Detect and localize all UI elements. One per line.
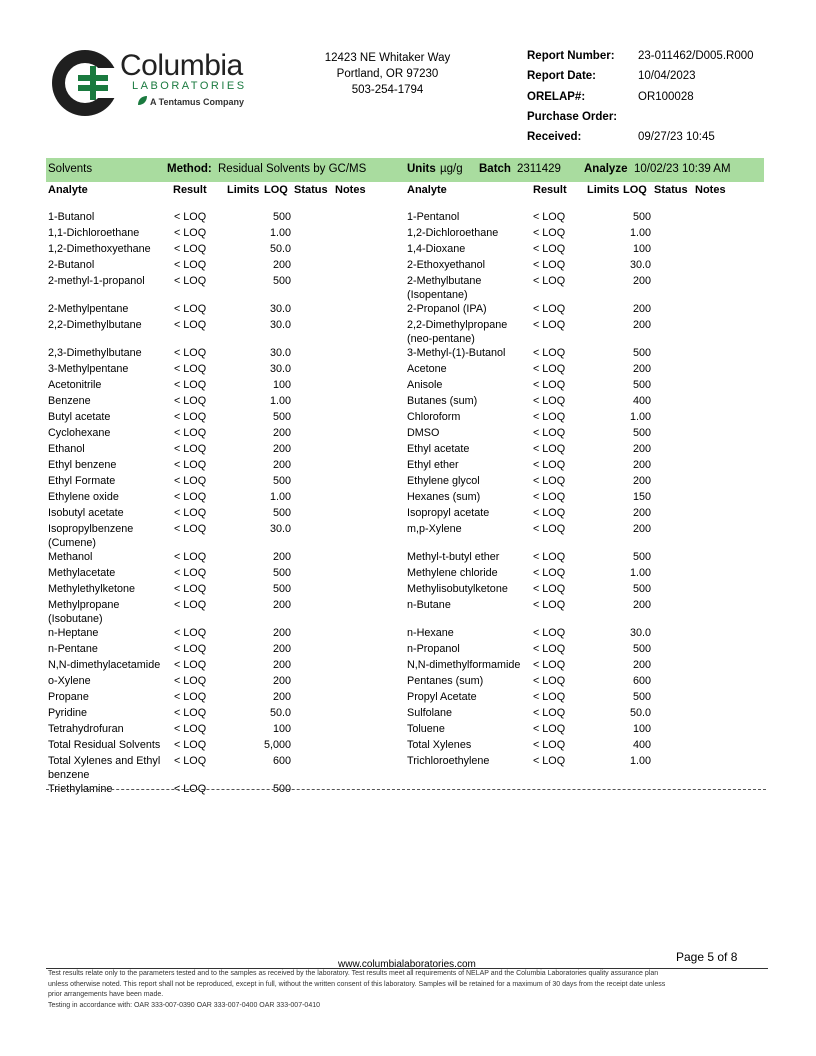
- limit-value: 200: [272, 627, 291, 639]
- result-value: < LOQ: [533, 227, 566, 239]
- limit-value: 30.0: [269, 363, 291, 375]
- limit-value: 30.0: [629, 259, 651, 271]
- company-address: [300, 50, 475, 98]
- analyte-name: Ethyl ether: [407, 459, 459, 471]
- result-value: < LOQ: [533, 643, 566, 655]
- company-name: Columbia: [120, 49, 243, 82]
- result-value: < LOQ: [533, 459, 566, 471]
- limit-value: 30.0: [269, 523, 291, 535]
- analyte-name: Ethylene oxide: [48, 491, 119, 503]
- company-subtitle: LABORATORIES: [132, 80, 247, 92]
- limit-value: 1.00: [269, 491, 291, 503]
- result-value: < LOQ: [533, 675, 566, 687]
- footer-url[interactable]: www.columbialaboratories.com: [338, 959, 476, 970]
- result-value: < LOQ: [174, 583, 207, 595]
- result-value: < LOQ: [174, 707, 207, 719]
- disclaimer-line: prior arrangements have been made.: [48, 991, 164, 998]
- result-value: < LOQ: [174, 523, 207, 535]
- analyte-name: DMSO: [407, 427, 440, 439]
- limit-value: 200: [632, 363, 651, 375]
- result-value: < LOQ: [174, 675, 207, 687]
- result-value: < LOQ: [533, 599, 566, 611]
- received-value: 09/27/23 10:45: [638, 131, 715, 143]
- result-value: < LOQ: [533, 275, 566, 287]
- analyte-name: Total Residual Solvents: [48, 739, 161, 751]
- purchase-order-label: Purchase Order:: [527, 111, 618, 123]
- analyte-name: n-Butane: [407, 599, 451, 611]
- limit-value: 200: [272, 691, 291, 703]
- limit-value: 200: [272, 459, 291, 471]
- table-end-divider: [46, 789, 766, 790]
- result-value: < LOQ: [533, 243, 566, 255]
- analyte-name: 1,2-Dichloroethane: [407, 227, 499, 239]
- result-value: < LOQ: [533, 551, 566, 563]
- analyze-label: Analyze: [584, 163, 628, 175]
- limit-value: 500: [632, 211, 651, 223]
- limit-value: 200: [632, 507, 651, 519]
- limit-value: 500: [272, 507, 291, 519]
- result-value: < LOQ: [533, 363, 566, 375]
- result-value: < LOQ: [174, 739, 207, 751]
- analyte-name: Acetonitrile: [48, 379, 102, 391]
- method-band: [46, 158, 764, 182]
- limit-value: 500: [272, 567, 291, 579]
- method-value: Residual Solvents by GC/MS: [218, 163, 367, 175]
- limit-value: 200: [272, 643, 291, 655]
- col-header-result-right: Result: [533, 184, 567, 196]
- limit-value: 1.00: [269, 395, 291, 407]
- result-value: < LOQ: [174, 459, 207, 471]
- limit-value: 500: [632, 379, 651, 391]
- analyte-name: 1,2-Dimethoxyethane: [48, 243, 151, 255]
- result-value: < LOQ: [533, 583, 566, 595]
- limit-value: 1.00: [629, 567, 651, 579]
- analyte-name: Tetrahydrofuran: [48, 723, 124, 735]
- limit-value: 400: [632, 739, 651, 751]
- limit-value: 500: [632, 347, 651, 359]
- analyte-name: Total Xylenes and Ethyl benzene: [48, 755, 161, 781]
- limit-value: 200: [632, 443, 651, 455]
- analyte-name: n-Heptane: [48, 627, 99, 639]
- analyte-name: n-Propanol: [407, 643, 460, 655]
- analyte-name: Isopropylbenzene (Cumene): [48, 523, 134, 549]
- result-value: < LOQ: [174, 243, 207, 255]
- limit-value: 500: [632, 691, 651, 703]
- analyte-name: n-Pentane: [48, 643, 98, 655]
- limit-value: 30.0: [629, 627, 651, 639]
- limit-value: 1.00: [629, 755, 651, 767]
- disclaimer-line: Testing in accordance with: OAR 333-007-0390 OAR 333-007-0400 OAR 333-007-0410: [48, 1001, 320, 1009]
- result-value: < LOQ: [174, 659, 207, 671]
- analyte-name: 3-Methylpentane: [48, 363, 129, 375]
- analyze-value: 10/02/23 10:39 AM: [634, 163, 731, 175]
- result-value: < LOQ: [533, 347, 566, 359]
- limit-value: 150: [632, 491, 651, 503]
- analyte-name: Methylpropane (Isobutane): [48, 599, 120, 625]
- limit-value: 200: [272, 427, 291, 439]
- result-value: < LOQ: [174, 755, 207, 767]
- analyte-name: 2-Propanol (IPA): [407, 303, 487, 315]
- batch-label: Batch: [479, 163, 511, 175]
- report-date-value: 10/04/2023: [638, 70, 696, 82]
- analyte-name: Benzene: [48, 395, 91, 407]
- limit-value: 500: [272, 411, 291, 423]
- limit-value: 500: [272, 211, 291, 223]
- result-value: < LOQ: [174, 783, 207, 795]
- analyte-name: N,N-dimethylformamide: [407, 659, 521, 671]
- limit-value: 200: [272, 675, 291, 687]
- analyte-name: N,N-dimethylacetamide: [48, 659, 161, 671]
- result-value: < LOQ: [174, 319, 207, 331]
- analyte-name: 2,3-Dimethylbutane: [48, 347, 142, 359]
- limit-value: 1.00: [269, 227, 291, 239]
- col-header-notes-left: Notes: [335, 184, 366, 196]
- analyte-name: 2-Ethoxyethanol: [407, 259, 486, 271]
- limit-value: 200: [632, 459, 651, 471]
- analyte-name: 2-Methylbutane (Isopentane): [407, 275, 482, 301]
- units-value: µg/g: [440, 163, 463, 175]
- analyte-name: Isobutyl acetate: [48, 507, 124, 519]
- analyte-name: 3-Methyl-(1)-Butanol: [407, 347, 506, 359]
- limit-value: 200: [632, 275, 651, 287]
- analyte-name: 2,2-Dimethylbutane: [48, 319, 142, 331]
- section-title: Solvents: [48, 163, 93, 175]
- result-value: < LOQ: [533, 723, 566, 735]
- result-value: < LOQ: [174, 227, 207, 239]
- limit-value: 100: [272, 723, 291, 735]
- result-value: < LOQ: [174, 643, 207, 655]
- col-header-loq-right: LOQ: [623, 184, 647, 196]
- analyte-name: Total Xylenes: [407, 739, 472, 751]
- result-value: < LOQ: [174, 567, 207, 579]
- result-value: < LOQ: [533, 379, 566, 391]
- analyte-name: Ethyl acetate: [407, 443, 470, 455]
- analyte-name: Butanes (sum): [407, 395, 478, 407]
- col-header-notes-right: Notes: [695, 184, 726, 196]
- limit-value: 600: [632, 675, 651, 687]
- analyte-name: Butyl acetate: [48, 411, 111, 423]
- analyte-name: Toluene: [407, 723, 445, 735]
- orelap-label: ORELAP#:: [527, 91, 586, 103]
- result-value: < LOQ: [533, 475, 566, 487]
- result-value: < LOQ: [533, 567, 566, 579]
- received-label: Received:: [527, 131, 582, 143]
- col-header-limits-right: Limits: [587, 184, 620, 196]
- analyte-name: 1-Pentanol: [407, 211, 460, 223]
- received-row: [527, 131, 787, 151]
- result-value: < LOQ: [533, 707, 566, 719]
- disclaimer-line: unless otherwise noted. This report shall not be reproduced, except in full, without the written consent of this laboratory. Samples will be retained for a maximum of 30 days from the receipt date unless: [48, 980, 666, 988]
- limit-value: 200: [272, 551, 291, 563]
- analyte-name: Ethyl benzene: [48, 459, 117, 471]
- limit-value: 500: [632, 583, 651, 595]
- orelap-row: [527, 91, 787, 111]
- analyte-name: Ethanol: [48, 443, 85, 455]
- result-value: < LOQ: [533, 319, 566, 331]
- result-value: < LOQ: [174, 379, 207, 391]
- col-header-loq-left: LOQ: [264, 184, 288, 196]
- limit-value: 50.0: [269, 707, 291, 719]
- limit-value: 100: [632, 723, 651, 735]
- result-value: < LOQ: [174, 599, 207, 611]
- analyte-name: Sulfolane: [407, 707, 453, 719]
- result-value: < LOQ: [533, 627, 566, 639]
- result-value: < LOQ: [174, 275, 207, 287]
- batch-value: 2311429: [517, 163, 561, 175]
- col-header-limits-left: Limits: [227, 184, 260, 196]
- limit-value: 200: [272, 259, 291, 271]
- analyte-name: Methylacetate: [48, 567, 116, 579]
- result-value: < LOQ: [174, 411, 207, 423]
- result-value: < LOQ: [533, 259, 566, 271]
- analyte-name: Propane: [48, 691, 89, 703]
- orelap-value: OR100028: [638, 91, 694, 103]
- result-value: < LOQ: [533, 211, 566, 223]
- limit-value: 1.00: [629, 411, 651, 423]
- analyte-name: Ethyl Formate: [48, 475, 116, 487]
- analyte-name: Trichloroethylene: [407, 755, 490, 767]
- result-value: < LOQ: [174, 475, 207, 487]
- report-number-row: [527, 50, 787, 70]
- units-label: Units: [407, 163, 436, 175]
- tentamus-leaf-icon: [137, 95, 148, 106]
- analyte-name: Methanol: [48, 551, 93, 563]
- result-value: < LOQ: [174, 211, 207, 223]
- result-value: < LOQ: [533, 507, 566, 519]
- limit-value: 200: [632, 475, 651, 487]
- result-value: < LOQ: [174, 363, 207, 375]
- limit-value: 500: [272, 783, 291, 795]
- analyte-name: m,p-Xylene: [407, 523, 462, 535]
- analyte-name: Triethylamine: [48, 783, 113, 795]
- limit-value: 200: [632, 319, 651, 331]
- analyte-name: Cyclohexane: [48, 427, 111, 439]
- analyte-name: Ethylene glycol: [407, 475, 480, 487]
- analyte-name: Methylene chloride: [407, 567, 498, 579]
- limit-value: 200: [272, 659, 291, 671]
- analyte-name: o-Xylene: [48, 675, 91, 687]
- analyte-name: n-Hexane: [407, 627, 454, 639]
- analyte-name: 1,4-Dioxane: [407, 243, 466, 255]
- result-value: < LOQ: [174, 627, 207, 639]
- result-value: < LOQ: [533, 395, 566, 407]
- address-line-1: 12423 NE Whitaker Way: [324, 52, 451, 64]
- company-tagline: A Tentamus Company: [150, 97, 245, 107]
- limit-value: 30.0: [269, 319, 291, 331]
- result-value: < LOQ: [174, 691, 207, 703]
- limit-value: 1.00: [629, 227, 651, 239]
- page-number: Page 5 of 8: [676, 950, 738, 964]
- result-value: < LOQ: [533, 755, 566, 767]
- limit-value: 500: [632, 427, 651, 439]
- result-value: < LOQ: [174, 551, 207, 563]
- analyte-name: 2-Butanol: [48, 259, 95, 271]
- columbia-logo-icon: [50, 48, 120, 118]
- limit-value: 30.0: [269, 303, 291, 315]
- result-value: < LOQ: [174, 443, 207, 455]
- limit-value: 50.0: [269, 243, 291, 255]
- phone-number: 503-254-1794: [351, 84, 424, 96]
- disclaimer-line: Test results relate only to the parameters tested and to the samples as received by the laboratory. Test results meet all requirements of NELAP and the Columbia Laboratories quality assurance plan: [48, 970, 659, 977]
- limit-value: 500: [272, 475, 291, 487]
- analyte-name: 2-methyl-1-propanol: [48, 275, 145, 287]
- col-header-analyte-left: Analyte: [48, 184, 88, 196]
- limit-value: 100: [632, 243, 651, 255]
- analyte-name: Pyridine: [48, 707, 88, 719]
- limit-value: 500: [272, 275, 291, 287]
- limit-value: 500: [272, 583, 291, 595]
- limit-value: 50.0: [629, 707, 651, 719]
- result-value: < LOQ: [174, 507, 207, 519]
- result-value: < LOQ: [533, 443, 566, 455]
- limit-value: 200: [632, 659, 651, 671]
- limit-value: 200: [272, 443, 291, 455]
- analyte-name: Pentanes (sum): [407, 675, 484, 687]
- limit-value: 200: [632, 303, 651, 315]
- analyte-name: Anisole: [407, 379, 443, 391]
- limit-value: 200: [272, 599, 291, 611]
- report-date-row: [527, 70, 787, 90]
- result-value: < LOQ: [174, 723, 207, 735]
- analyte-name: 2-Methylpentane: [48, 303, 129, 315]
- analyte-name: Methyl-t-butyl ether: [407, 551, 500, 563]
- method-label: Method:: [167, 163, 212, 175]
- limit-value: 200: [632, 523, 651, 535]
- result-value: < LOQ: [174, 303, 207, 315]
- footer-disclaimer: [48, 969, 768, 1011]
- result-value: < LOQ: [174, 395, 207, 407]
- result-value: < LOQ: [533, 691, 566, 703]
- result-value: < LOQ: [174, 259, 207, 271]
- analyte-name: 1,1-Dichloroethane: [48, 227, 140, 239]
- result-value: < LOQ: [533, 659, 566, 671]
- result-value: < LOQ: [174, 427, 207, 439]
- report-date-label: Report Date:: [527, 70, 597, 82]
- result-value: < LOQ: [174, 491, 207, 503]
- col-header-result-left: Result: [173, 184, 207, 196]
- analyte-name: Hexanes (sum): [407, 491, 481, 503]
- limit-value: 30.0: [269, 347, 291, 359]
- result-value: < LOQ: [533, 739, 566, 751]
- analyte-name: Chloroform: [407, 411, 461, 423]
- col-header-status-left: Status: [294, 184, 328, 196]
- col-header-status-right: Status: [654, 184, 688, 196]
- result-value: < LOQ: [533, 411, 566, 423]
- analyte-name: Methylethylketone: [48, 583, 136, 595]
- limit-value: 400: [632, 395, 651, 407]
- limit-value: 100: [272, 379, 291, 391]
- limit-value: 200: [632, 599, 651, 611]
- result-value: < LOQ: [533, 491, 566, 503]
- report-number-label: Report Number:: [527, 50, 615, 62]
- limit-value: 5,000: [263, 739, 291, 751]
- address-line-2: Portland, OR 97230: [336, 68, 439, 80]
- limit-value: 500: [632, 643, 651, 655]
- report-number-value: 23-011462/D005.R000: [638, 50, 754, 62]
- analyte-name: Acetone: [407, 363, 447, 375]
- limit-value: 600: [272, 755, 291, 767]
- analyte-name: Propyl Acetate: [407, 691, 477, 703]
- purchase-order-row: [527, 111, 787, 131]
- result-value: < LOQ: [533, 427, 566, 439]
- result-value: < LOQ: [174, 347, 207, 359]
- limit-value: 500: [632, 551, 651, 563]
- result-value: < LOQ: [533, 523, 566, 535]
- analyte-name: Isopropyl acetate: [407, 507, 490, 519]
- col-header-analyte-right: Analyte: [407, 184, 447, 196]
- analyte-name: 1-Butanol: [48, 211, 95, 223]
- result-value: < LOQ: [533, 303, 566, 315]
- analyte-name: 2,2-Dimethylpropane (neo-pentane): [407, 319, 508, 345]
- analyte-name: Methylisobutylketone: [407, 583, 508, 595]
